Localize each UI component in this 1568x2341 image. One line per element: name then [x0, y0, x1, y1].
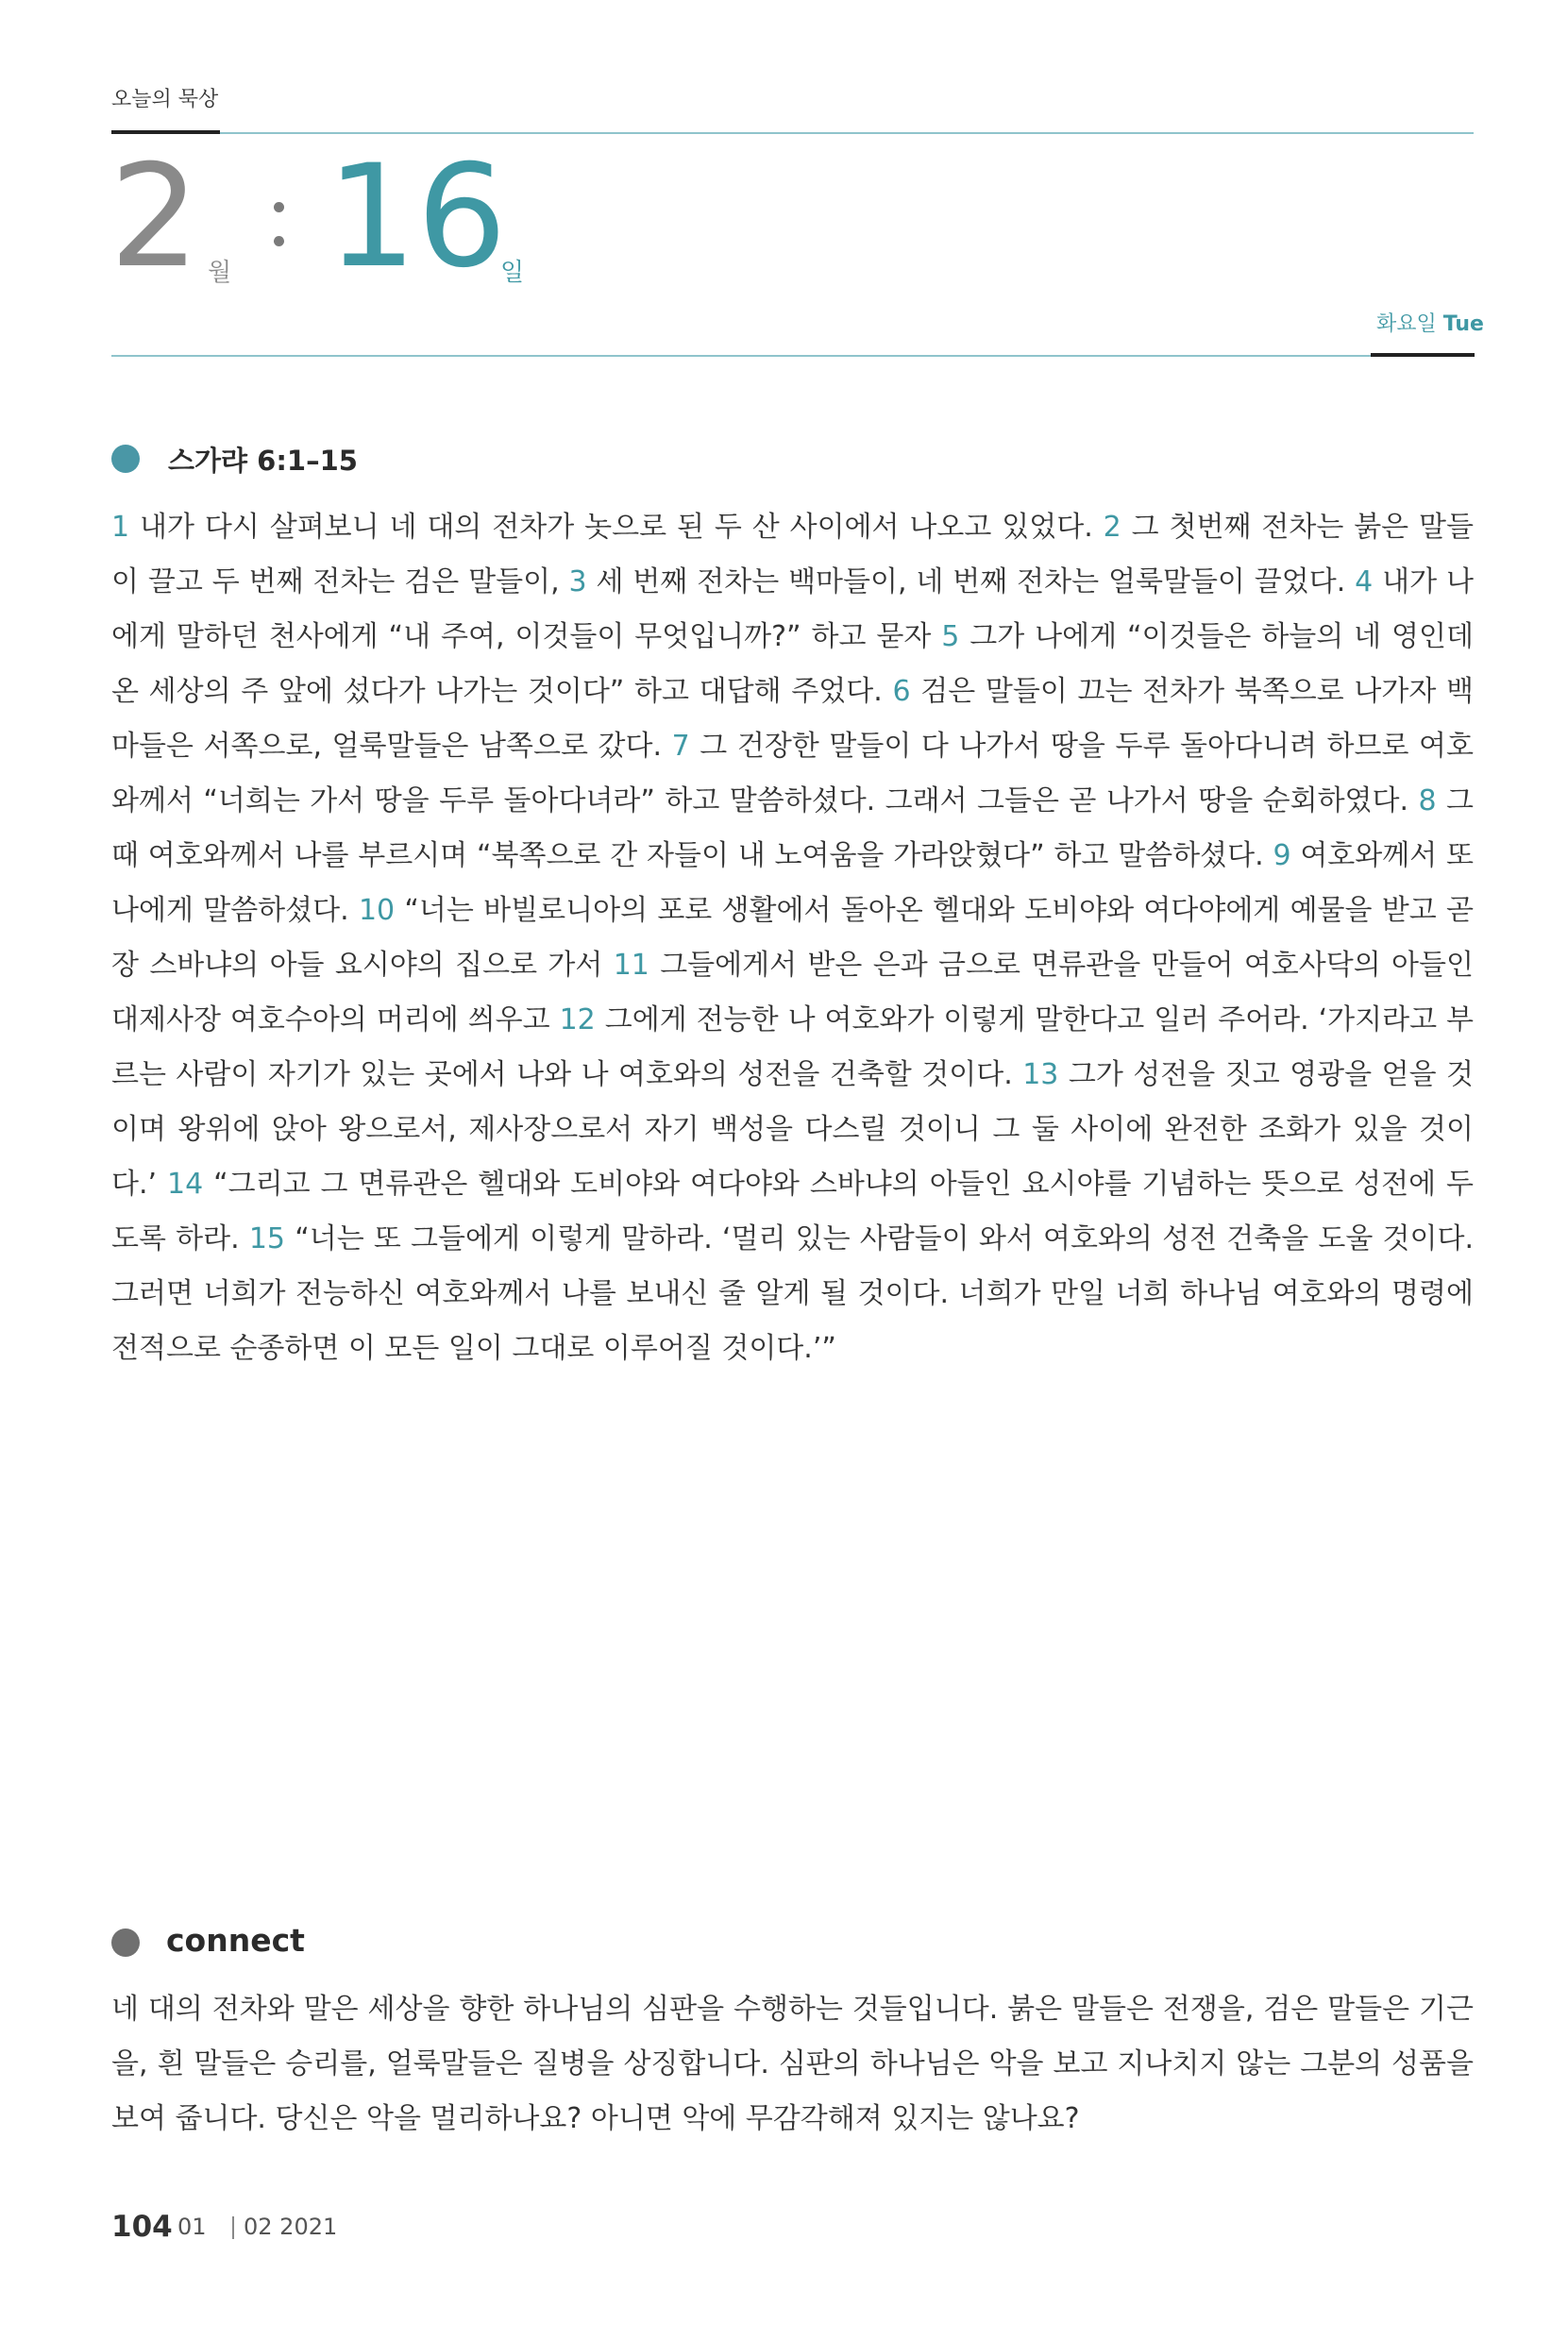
- verse-text: “그리고 그 면류관은 헬대와 도비야와 여다야와 스바냐의 아들인 요시야를 기념하는 뜻으로 성전에 두도록 하라.: [111, 1168, 1474, 1255]
- month-number: 2: [110, 135, 200, 299]
- weekday-english: Tue: [1442, 312, 1484, 336]
- verse-number: 3: [568, 565, 597, 598]
- section-label: 오늘의 묵상: [111, 88, 219, 111]
- verse-text: 그 건장한 말들이 다 나가서 땅을 두루 돌아다니려 하므로 여호와께서 “너희는 가서 땅을 두루 돌아다녀라” 하고 말씀하셨다. 그래서 그들은 곧 나가서 땅을 순회하였다.: [111, 730, 1474, 817]
- issue-month: 01: [177, 2214, 207, 2240]
- verse-number: 9: [1273, 839, 1301, 872]
- top-divider-accent: [111, 130, 220, 134]
- scripture-reference: 스가랴 6:1–15: [168, 445, 358, 477]
- weekday-korean: 화요일: [1376, 312, 1437, 336]
- verse-text: 여호와께서 또 나에게 말씀하셨다.: [111, 839, 1475, 927]
- verse-number: 5: [941, 620, 970, 653]
- page-number: 104: [111, 2210, 173, 2244]
- header-divider: [111, 355, 1474, 357]
- verse-number: 8: [1418, 784, 1447, 817]
- top-divider: [111, 132, 1474, 134]
- day-unit: 일: [500, 259, 525, 287]
- verse-text: 그때 여호와께서 나를 부르시며 “북쪽으로 간 자들이 내 노여움을 가라앉혔다” 하고 말씀하셨다.: [111, 784, 1474, 872]
- verse-text: 검은 말들이 끄는 전차가 북쪽으로 나가자 백마들은 서쪽으로, 얼룩말들은 남쪽으로 갔다.: [111, 675, 1475, 763]
- verse-text: 그에게 전능한 나 여호와가 이렇게 말한다고 일러 주어라. ‘가지라고 부르는 사람이 자기가 있는 곳에서 나와 나 여호와의 성전을 건축할 것이다.: [111, 1003, 1474, 1091]
- scripture-bullet-icon: [111, 445, 140, 473]
- date-colon-icon: [270, 202, 289, 278]
- verse-text: 내가 다시 살펴보니 네 대의 전차가 놋으로 된 두 산 사이에서 나오고 있었다.: [140, 511, 1104, 544]
- day-number: 16: [327, 135, 507, 299]
- verse-number: 7: [671, 730, 700, 763]
- verse-text: 그가 나에게 “이것들은 하늘의 네 영인데 온 세상의 주 앞에 섰다가 나가는 것이다” 하고 대답해 주었다.: [111, 620, 1475, 708]
- verse-number: 10: [358, 894, 405, 927]
- connect-bullet-icon: [111, 1928, 140, 1957]
- verse-number: 15: [248, 1222, 295, 1255]
- verse-text: 내가 나에게 말하던 천사에게 “내 주여, 이것들이 무엇입니까?” 하고 묻자: [111, 565, 1474, 653]
- scripture-text: [111, 500, 1474, 1376]
- issue-divider: [232, 2216, 234, 2239]
- verse-text: 그들에게서 받은 은과 금으로 면류관을 만들어 여호사닥의 아들인 대제사장 여호수아의 머리에 씌우고: [111, 949, 1474, 1036]
- verse-number: 2: [1103, 511, 1132, 544]
- connect-title: connect: [166, 1922, 305, 1959]
- verse-number: 6: [892, 675, 921, 708]
- weekday: [1376, 308, 1484, 337]
- verse-text: “너는 또 그들에게 이렇게 말하라. ‘멀리 있는 사람들이 와서 여호와의 성전 건축을 도울 것이다. 그러면 너희가 전능하신 여호와께서 나를 보내신 줄 알게 될 것이다. 너희가 만일 너희 하나님 여호와의 명령에 전적으로 순종하면 이 모든 일이 그대로 이루어질 것이다.’”: [111, 1222, 1474, 1365]
- header-divider-accent: [1371, 353, 1475, 357]
- verse-number: 13: [1022, 1058, 1069, 1091]
- issue-year: 02 2021: [244, 2214, 338, 2240]
- verse-text: 세 번째 전차는 백마들이, 네 번째 전차는 얼룩말들이 끌었다.: [596, 565, 1356, 598]
- month-unit: 월: [208, 259, 232, 287]
- verse-text: 그 첫번째 전차는 붉은 말들이 끌고 두 번째 전차는 검은 말들이,: [111, 511, 1475, 598]
- verse-number: 1: [111, 511, 140, 544]
- verse-number: 4: [1355, 565, 1383, 598]
- verse-text: 그가 성전을 짓고 영광을 얻을 것이며 왕위에 앉아 왕으로서, 제사장으로서 자기 백성을 다스릴 것이니 그 둘 사이에 완전한 조화가 있을 것이다.’: [111, 1058, 1475, 1201]
- verse-number: 14: [166, 1168, 214, 1201]
- verse-text: “너는 바빌로니아의 포로 생활에서 돌아온 헬대와 도비야와 여다야에게 예물을 받고 곧장 스바냐의 아들 요시야의 집으로 가서: [111, 894, 1474, 982]
- connect-text: 네 대의 전차와 말은 세상을 향한 하나님의 심판을 수행하는 것들입니다. 붉은 말들은 전쟁을, 검은 말들은 기근을, 흰 말들은 승리를, 얼룩말들은 질병을 상징합니다. 심판의 하나님은 악을 보고 지나치지 않는 그분의 성품을 보여 줍니다. 당신은 악을 멀리하나요? 아니면 악에 무감각해져 있지는 않나요?: [111, 1993, 1474, 2135]
- verse-number: 11: [613, 949, 661, 982]
- verse-number: 12: [559, 1003, 605, 1036]
